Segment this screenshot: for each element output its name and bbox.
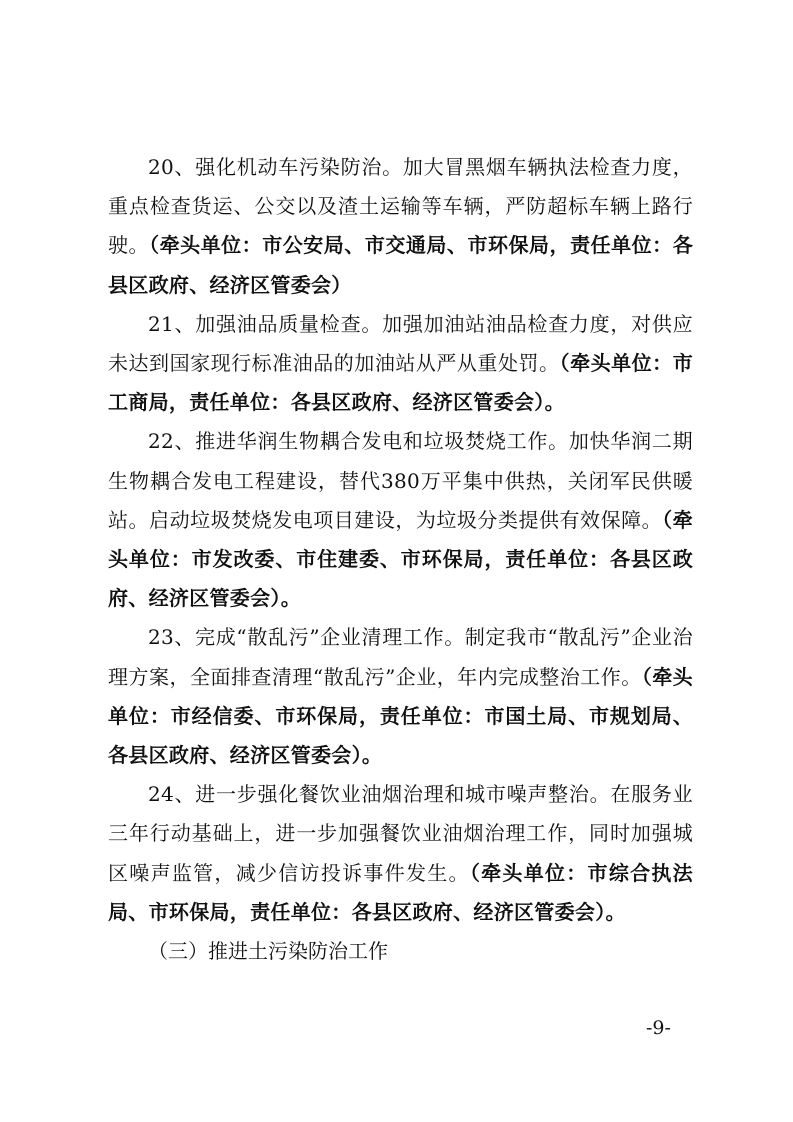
paragraph-text: 23、完成“散乱污”企业清理工作。制定我市“散乱污”企业治理方案，全面排查清理“散乱污”企业，年内完成整治工作。 bbox=[108, 625, 693, 689]
responsible-units: （牵头单位：市公安局、市交通局、市环保局，责任单位：各县区政府、经济区管委会） bbox=[108, 233, 693, 297]
document-body bbox=[108, 148, 693, 971]
paragraph-text: 21、加强油品质量检查。加强加油站油品检查力度，对供应未达到国家现行标准油品的加油站从严从重处罚。 bbox=[108, 311, 693, 376]
paragraph-item-22 bbox=[108, 422, 693, 618]
responsible-units: （牵头单位：市综合执法局、市环保局，责任单位：各县区政府、经济区管委会）。 bbox=[108, 860, 693, 924]
page-number: -9- bbox=[646, 1017, 671, 1039]
paragraph-text: 22、推进华润生物耦合发电和垃圾焚烧工作。加快华润二期生物耦合发电工程建设，替代380万平集中供热，关闭军民供暖站。启动垃圾焚烧发电项目建设，为垃圾分类提供有效保障。 bbox=[108, 429, 693, 532]
paragraph-item-21 bbox=[108, 305, 693, 423]
paragraph-text: 24、进一步强化餐饮业油烟治理和城市噪声整治。在服务业三年行动基础上，进一步加强餐饮业油烟治理工作，同时加强城区噪声监管，减少信访投诉事件发生。 bbox=[108, 782, 693, 885]
responsible-units: （牵头单位：市工商局，责任单位：各县区政府、经济区管委会）。 bbox=[108, 351, 693, 415]
responsible-units: （牵头单位：市发改委、市住建委、市环保局，责任单位：各县区政府、经济区管委会）。 bbox=[108, 507, 693, 611]
responsible-units: （牵头单位：市经信委、市环保局，责任单位：市国土局、市规划局、各县区政府、经济区管委会）。 bbox=[108, 664, 693, 768]
paragraph-item-20 bbox=[108, 148, 693, 305]
paragraph-item-23 bbox=[108, 618, 693, 775]
paragraph-item-24 bbox=[108, 775, 693, 932]
paragraph-text: 20、强化机动车污染防治。加大冒黑烟车辆执法检查力度，重点检查货运、公交以及渣土运输等车辆，严防超标车辆上路行驶。 bbox=[108, 155, 693, 258]
section-heading: （三）推进土污染防治工作 bbox=[148, 939, 388, 964]
